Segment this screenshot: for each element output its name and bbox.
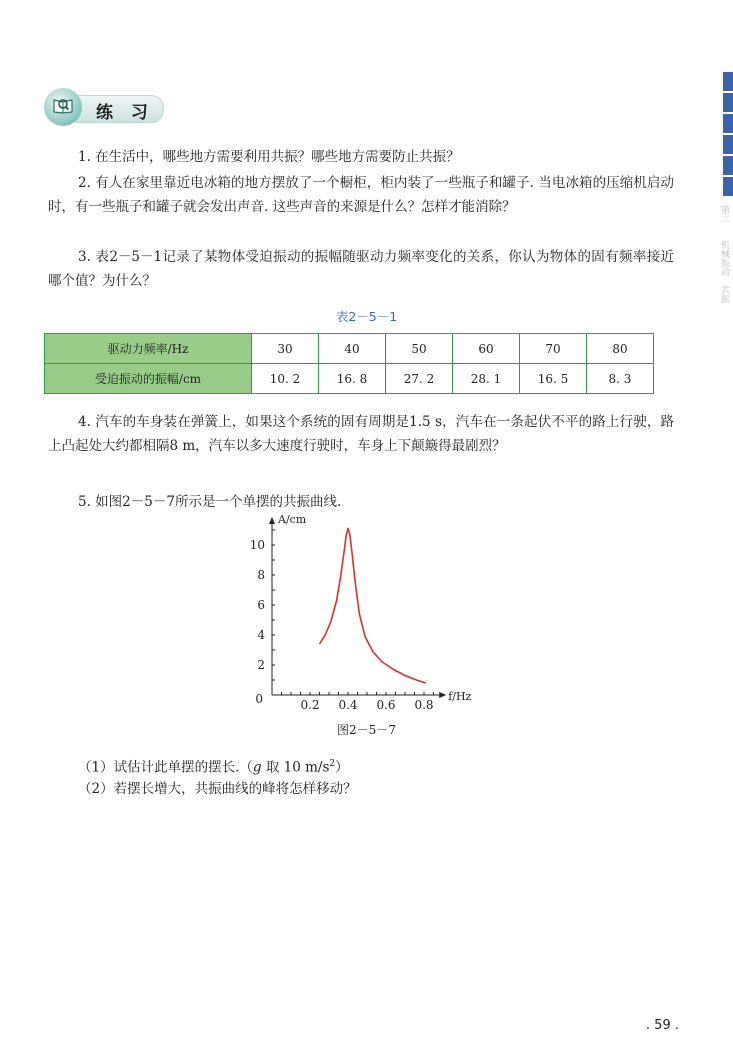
table-row-header: 受迫振动的振幅/cm [45,364,252,394]
table-row [45,364,654,394]
table-cell: 27. 2 [386,364,453,394]
subquestion-2: （2）若摆长增大，共振曲线的峰将怎样移动？ [78,781,357,797]
table-row [45,334,654,364]
table-caption: 表2－5－1 [335,309,398,324]
frequency-amplitude-table [44,333,654,394]
gravity-symbol: g [252,759,262,776]
y-tick-label: 4 [257,628,265,642]
table-cell: 16. 5 [520,364,587,394]
origin-label: 0 [255,692,263,706]
side-tab [723,177,733,196]
question-1: 1. 在生活中，哪些地方需要利用共振？哪些地方需要防止共振？ [78,149,460,165]
table-cell: 30 [252,334,319,364]
side-tab [723,135,733,154]
y-tick-label: 8 [257,568,265,582]
side-tab [723,156,733,175]
table-cell: 28. 1 [453,364,520,394]
side-navigation-tabs [723,72,733,198]
table-row-header: 驱动力频率/Hz [45,334,252,364]
table-cell: 80 [587,334,654,364]
y-axis-arrow [269,517,275,524]
exponent: 2 [329,759,336,769]
y-tick-label: 2 [257,658,265,672]
table-cell: 40 [319,334,386,364]
resonance-curve [320,529,426,684]
x-axis-label: f/Hz [448,690,472,703]
table-cell: 60 [453,334,520,364]
exercise-header [44,88,164,126]
question-4: 4. 汽车的车身装在弹簧上，如果这个系统的固有周期是1.5 s，汽车在一条起伏不平的路上行驶，路上凸起处大约都相隔8 m，汽车以多大速度行驶时，车身上下颠簸得最剧烈？ [48,414,674,454]
side-tab [723,72,733,91]
side-label: 共振 [719,285,729,303]
table-cell: 16. 8 [319,364,386,394]
subquestion-1-suffix: ） [335,759,349,776]
page-number: . 59 . [645,1018,679,1033]
y-axis-label: A/cm [278,514,307,526]
page-title: 练 习 [96,103,154,123]
subquestion-1-prefix: （1）试估计此单摆的摆长.（ [78,759,253,776]
subquestion-1 [78,752,349,780]
table-cell: 8. 3 [587,364,654,394]
question-3: 3. 表2－5－1记录了某物体受迫振动的振幅随驱动力频率变化的关系，你认为物体的固有频率接近哪个值？为什么？ [48,249,674,289]
question-2: 2. 有人在家里靠近电冰箱的地方摆放了一个橱柜，柜内装了一些瓶子和罐子. 当电冰箱的压缩机启动时，有一些瓶子和罐子就会发出声音. 这些声音的来源是什么？怎样才能消除？ [48,175,674,215]
x-tick-label: 0.8 [414,698,434,712]
figure-caption: 图2－5－7 [337,723,396,737]
x-tick-label: 0.4 [338,698,358,712]
question-5: 5. 如图2－5－7所示是一个单摆的共振曲线. [78,494,342,510]
y-tick-label: 6 [257,598,265,612]
table-cell: 70 [520,334,587,364]
side-tab [723,114,733,133]
x-tick-label: 0.6 [376,698,396,712]
x-tick-label: 0.2 [300,698,320,712]
table-cell: 10. 2 [252,364,319,394]
subquestion-1-middle: 取 10 m/s [261,759,330,776]
y-tick-label: 10 [249,538,265,552]
x-axis-arrow [439,692,446,698]
side-label: 第二 [719,205,729,223]
table-cell: 50 [386,334,453,364]
side-tab [723,93,733,112]
side-label: 机械振动 [719,240,729,276]
magnifier-book-icon [53,96,73,114]
resonance-curve-chart [236,514,486,719]
